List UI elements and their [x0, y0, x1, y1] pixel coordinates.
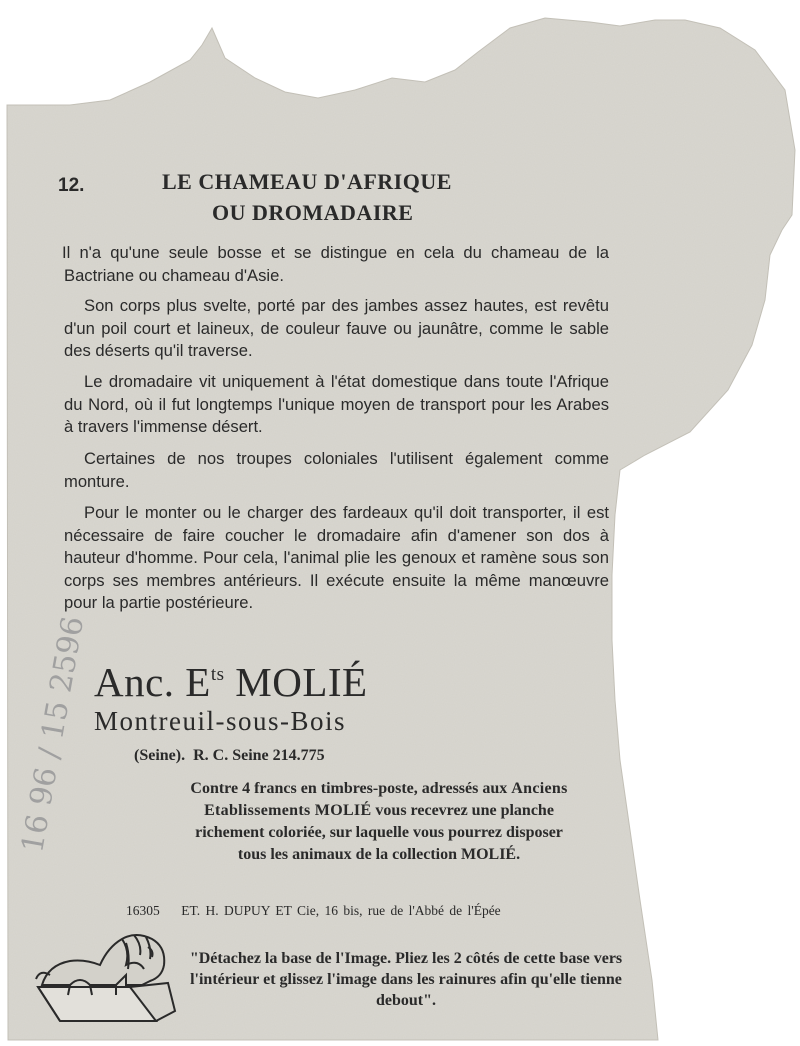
- title-line-2: OU DROMADAIRE: [212, 200, 414, 225]
- paragraph-4: [64, 448, 609, 493]
- offer-text: [180, 778, 578, 866]
- paragraph-4-text: Certaines de nos troupes coloniales l'utilisent également comme monture.: [64, 449, 609, 491]
- paragraph-3: [64, 371, 609, 439]
- publisher-name-sup: ts: [210, 664, 225, 685]
- instruction-note: "Détachez la base de l'Image. Pliez les 2 côtés de cette base vers l'intérieur et glissez l'image dans les rainures afin qu'elle tienne debout".: [189, 950, 623, 1009]
- card-number: 12.: [58, 175, 85, 196]
- paragraph-1: [64, 242, 609, 287]
- handwritten-pencil-note: [15, 613, 140, 880]
- offer-text-after: vous recevrez une planche richement coloriée, sur laquelle vous pourrez disposer tous les animaux de la collection MOLIÉ.: [195, 802, 563, 863]
- offer-company-name: Anciens Etablissements MOLIÉ: [204, 780, 568, 819]
- publisher-city: Montreuil-sous-Bois: [94, 706, 347, 736]
- paragraph-2: [64, 295, 609, 363]
- publisher-name: [94, 658, 368, 706]
- offer-text-before: Contre 4 francs en timbres-poste, adressés aux: [190, 780, 512, 797]
- lion-statue-logo-icon: [30, 925, 180, 1030]
- paragraph-3-text: Le dromadaire vit uniquement à l'état domestique dans toute l'Afrique du Nord, où il fut longtemps l'unique moyen de transport pour les Arabes à travers l'immense désert.: [64, 372, 609, 437]
- paragraph-5: [64, 502, 609, 615]
- title-line-1: LE CHAMEAU D'AFRIQUE: [162, 169, 452, 194]
- paragraph-5-text: Pour le monter ou le charger des fardeaux qu'il doit transporter, il est nécessaire de faire coucher le dromadaire afin d'amener son dos à hauteur d'homme. Pour cela, l'animal plie les genoux et ramène sous son corps ses membres antérieurs. Il exécute ensuite la même manœuvre pour la partie postérieure.: [64, 503, 609, 613]
- paragraph-2-text: Son corps plus svelte, porté par des jambes assez hautes, est revêtu d'un poil court et laineux, de couleur fauve ou jaunâtre, comme le sable des déserts qu'il traverse.: [64, 296, 609, 361]
- publisher-registration: (Seine). R. C. Seine 214.775: [134, 747, 325, 764]
- publisher-name-suffix: MOLIÉ: [224, 659, 368, 705]
- handwriting-text: 16 96 / 15 2596: [15, 613, 92, 856]
- printer-line: 16305 ET. H. DUPUY ET Cie, 16 bis, rue de l'Abbé de l'Épée: [126, 903, 501, 918]
- paragraph-1-text: Il n'a qu'une seule bosse et se distingue en cela du chameau de la Bactriane ou chameau d'Asie.: [62, 243, 609, 285]
- publisher-name-prefix: Anc. E: [94, 659, 211, 705]
